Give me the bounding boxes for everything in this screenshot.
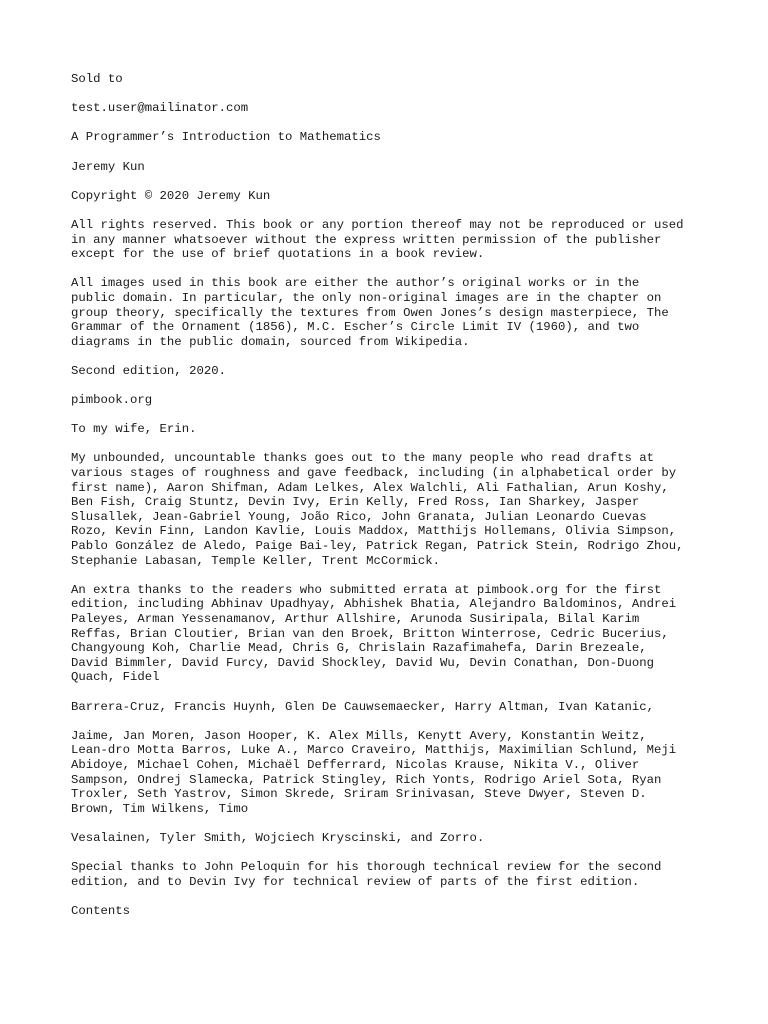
errata-names-continued-1: Barrera-Cruz, Francis Huynh, Glen De Cauwsemaecker, Harry Altman, Ivan Katanic,: [71, 699, 654, 714]
rights-paragraph: All rights reserved. This book or any portion thereof may not be reproduced or used in any manner whatsoever without the express written permission of the publisher except for the use of brief quotations in a book review.: [71, 217, 684, 262]
book-title: A Programmer’s Introduction to Mathematics: [71, 130, 381, 145]
errata-names-continued-2: Jaime, Jan Moren, Jason Hooper, K. Alex Mills, Kenytt Avery, Konstantin Weitz, Lean-dro Motta Barros, Luke A., Marco Craveiro, Matthijs, Maximilian Schlund, Meji Abidoye, Michael Cohen, Michaël Defferrard, Nicolas Krause, Nikita V., Oliver Sampson, Ondrej Slamecka, Patrick Stingley, Rich Yonts, Rodrigo Ariel Sota, Ryan Troxler, Seth Yastrov, Simon Skrede, Sriram Srinivasan, Steve Dwyer, Steven D. Brown, Tim Wilkens, Timo: [71, 728, 677, 816]
special-thanks-paragraph: Special thanks to John Peloquin for his thorough technical review for the second edition, and to Devin Ivy for technical review of parts of the first edition.: [71, 860, 662, 889]
dedication-line: To my wife, Erin.: [71, 422, 197, 437]
buyer-email: test.user@mailinator.com: [71, 101, 249, 116]
author-name: Jeremy Kun: [71, 159, 145, 174]
images-paragraph: All images used in this book are either the author’s original works or in the public domain. In particular, the only non-original images are in the chapter on group theory, specifically the textures from Owen Jones’s design masterpiece, The Grammar of the Ornament (1856), M.C. Escher’s Circle Limit IV (1960), and two diagrams in the public domain, sourced from Wikipedia.: [71, 276, 669, 349]
contents-heading: Contents: [71, 903, 131, 918]
acknowledgements-paragraph: My unbounded, uncountable thanks goes out to the many people who read drafts at various stages of roughness and gave feedback, including (in alphabetical order by first name), Aaron Shifman, Adam Lelkes, Alex Walchli, Ali Fathalian, Arun Koshy, Ben Fish, Craig Stuntz, Devin Ivy, Erin Kelly, Fred Ross, Ian Sharkey, Jasper Slusallek, Jean-Gabriel Young, João Rico, John Granata, Julian Leonardo Cuevas Rozo, Kevin Finn, Landon Kavlie, Louis Maddox, Matthijs Hollemans, Olivia Simpson, Pablo González de Aledo, Paige Bai-ley, Patrick Regan, Patrick Stein, Rodrigo Zhou, Stephanie Labasan, Temple Keller, Trent McCormick.: [71, 451, 684, 568]
website-line: pimbook.org: [71, 393, 153, 408]
copyright-line: Copyright © 2020 Jeremy Kun: [71, 188, 271, 203]
errata-thanks-paragraph: An extra thanks to the readers who submitted errata at pimbook.org for the first edition, including Abhinav Upadhyay, Abhishek Bhatia, Alejandro Baldominos, Andrei Paleyes, Arman Yessenamanov, Arthur Allshire, Arunoda Susiripala, Bilal Karim Reffas, Brian Cloutier, Brian van den Broek, Britton Winterrose, Cedric Bucerius, Changyoung Koh, Charlie Mead, Chris G, Chrislain Razafimahefa, Darin Brezeale, David Bimmler, David Furcy, David Shockley, David Wu, Devin Conathan, Don-Duong Quach, Fidel: [71, 582, 677, 685]
errata-names-continued-3: Vesalainen, Tyler Smith, Wojciech Kryscinski, and Zorro.: [71, 830, 485, 845]
edition-line: Second edition, 2020.: [71, 363, 226, 378]
sold-to-label: Sold to: [71, 72, 123, 86]
